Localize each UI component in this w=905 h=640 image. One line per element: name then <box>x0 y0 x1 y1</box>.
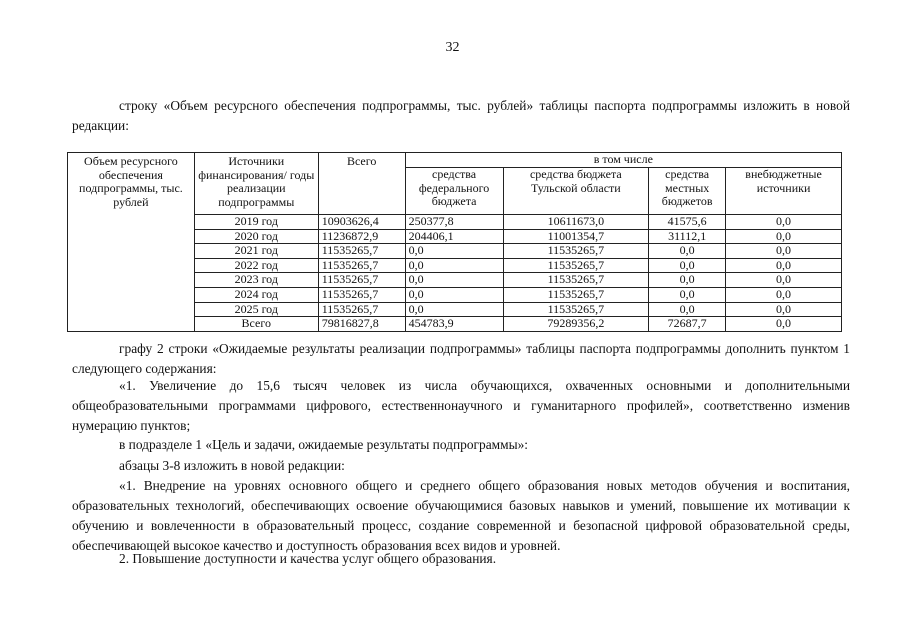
extra-cell: 0,0 <box>726 229 842 244</box>
resource-table <box>67 152 842 332</box>
total-cell: 11535265,7 <box>318 273 405 288</box>
local-cell: 0,0 <box>649 244 726 259</box>
extra-cell: 0,0 <box>726 244 842 259</box>
total-header: Всего <box>318 153 405 215</box>
year-cell: 2023 год <box>194 273 318 288</box>
year-cell: 2024 год <box>194 287 318 302</box>
paragraph-abzatsy: абзацы 3-8 изложить в новой редакции: <box>119 458 345 473</box>
volume-label-cell: Объем ресурсного обеспечения подпрограммы, тыс. рублей <box>68 153 195 332</box>
federal-cell: 250377,8 <box>405 215 503 230</box>
local-cell: 0,0 <box>649 302 726 317</box>
year-cell: 2022 год <box>194 258 318 273</box>
including-header: в том числе <box>405 153 841 168</box>
paragraph-subsection1: в подразделе 1 «Цель и задачи, ожидаемые результаты подпрограммы»: <box>119 437 529 452</box>
federal-cell: 454783,9 <box>405 317 503 332</box>
extra-header: внебюджетные источники <box>726 168 842 215</box>
local-cell: 72687,7 <box>649 317 726 332</box>
paragraph-point1: «1. Внедрение на уровнях основного общего и среднего общего образования новых методов обучения и воспитания, образовательных технологий, обеспечивающих освоение обучающимися базовых навыков и умений, повышение их мотивации к обучению и вовлеченности в образовательный процесс, создание современной и безопасной цифровой образовательной среды, обеспечивающей высокое качество и доступность образования всех видов и уровней. <box>72 478 850 553</box>
total-cell: 11535265,7 <box>318 287 405 302</box>
regional-cell: 11535265,7 <box>503 302 649 317</box>
regional-cell: 10611673,0 <box>503 215 649 230</box>
extra-cell: 0,0 <box>726 215 842 230</box>
extra-cell: 0,0 <box>726 287 842 302</box>
federal-cell: 204406,1 <box>405 229 503 244</box>
regional-cell: 11535265,7 <box>503 258 649 273</box>
regional-cell: 11535265,7 <box>503 244 649 259</box>
sources-header: Источники финансирования/ годы реализации подпрограммы <box>194 153 318 215</box>
federal-cell: 0,0 <box>405 244 503 259</box>
table-header-row <box>68 153 842 168</box>
local-cell: 31112,1 <box>649 229 726 244</box>
paragraph-point2: 2. Повышение доступности и качества услуг общего образования. <box>119 551 497 566</box>
regional-cell: 11001354,7 <box>503 229 649 244</box>
total-cell: 79816827,8 <box>318 317 405 332</box>
federal-cell: 0,0 <box>405 287 503 302</box>
total-cell: 11535265,7 <box>318 302 405 317</box>
local-cell: 0,0 <box>649 287 726 302</box>
total-cell: 11236872,9 <box>318 229 405 244</box>
federal-cell: 0,0 <box>405 302 503 317</box>
intro-paragraph: строку «Объем ресурсного обеспечения подпрограммы, тыс. рублей» таблицы паспорта подпрограммы изложить в новой редакции: <box>72 98 850 133</box>
year-cell: 2021 год <box>194 244 318 259</box>
local-cell: 0,0 <box>649 273 726 288</box>
page-number: 32 <box>445 40 460 55</box>
year-cell: 2025 год <box>194 302 318 317</box>
year-cell: 2020 год <box>194 229 318 244</box>
regional-header: средства бюджета Тульской области <box>503 168 649 215</box>
extra-cell: 0,0 <box>726 317 842 332</box>
regional-cell: 79289356,2 <box>503 317 649 332</box>
local-header: средства местных бюджетов <box>649 168 726 215</box>
federal-cell: 0,0 <box>405 273 503 288</box>
federal-cell: 0,0 <box>405 258 503 273</box>
local-cell: 41575,6 <box>649 215 726 230</box>
total-cell: 11535265,7 <box>318 244 405 259</box>
extra-cell: 0,0 <box>726 258 842 273</box>
local-cell: 0,0 <box>649 258 726 273</box>
extra-cell: 0,0 <box>726 273 842 288</box>
paragraph-item1: «1. Увеличение до 15,6 тысяч человек из числа обучающихся, охваченных основными и дополнительными общеобразовательными программами цифрового, естественнонаучного и гуманитарного профилей», соответственно изменив нумерацию пунктов; <box>72 378 850 433</box>
year-cell: Всего <box>194 317 318 332</box>
federal-header: средства федерального бюджета <box>405 168 503 215</box>
regional-cell: 11535265,7 <box>503 287 649 302</box>
total-cell: 10903626,4 <box>318 215 405 230</box>
year-cell: 2019 год <box>194 215 318 230</box>
paragraph-graph2: графу 2 строки «Ожидаемые результаты реализации подпрограммы» таблицы паспорта подпрограммы дополнить пунктом 1 следующего содержания: <box>72 341 850 376</box>
extra-cell: 0,0 <box>726 302 842 317</box>
total-cell: 11535265,7 <box>318 258 405 273</box>
regional-cell: 11535265,7 <box>503 273 649 288</box>
